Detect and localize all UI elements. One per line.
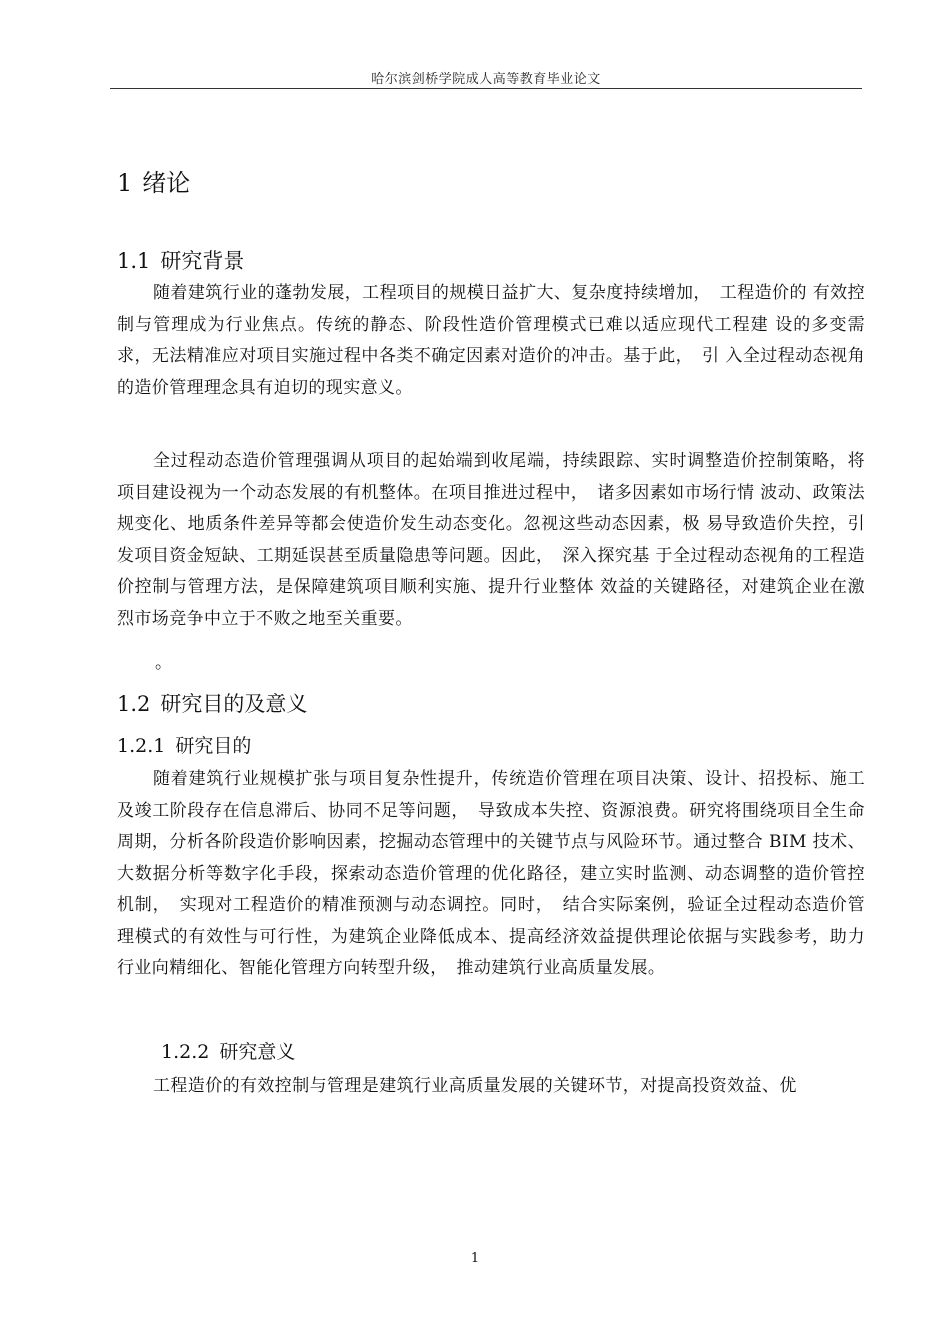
section-1-2-1-number: 1.2.1 bbox=[117, 735, 166, 757]
section-1-2-2-title: 研究意义 bbox=[219, 1041, 296, 1063]
chapter-title: 绪论 bbox=[142, 169, 191, 197]
significance-paragraph: 工程造价的有效控制与管理是建筑行业高质量发展的关键环节，对提高投资效益、优 bbox=[153, 1076, 797, 1096]
section-1-1-number: 1.1 bbox=[117, 249, 151, 273]
section-1-2-2-number: 1.2.2 bbox=[161, 1041, 210, 1063]
section-1-2-heading bbox=[117, 688, 307, 718]
running-header: 哈尔滨剑桥学院成人高等教育毕业论文 bbox=[371, 72, 601, 87]
section-1-1-heading bbox=[117, 245, 244, 275]
chapter-number: 1 bbox=[117, 169, 133, 197]
background-paragraph-2: 全过程动态造价管理强调从项目的起始端到收尾端，持续跟踪、实时调整造价控制策略，将项目建设视为一个动态发展的有机整体。在项目推进过程中， 诸多因素如市场行情 波动、政策法规变化、地质条件差异等都会使造价发生动态变化。忽视这些动态因素，极 易导致造价失控，引发项目资金短缺、工期延误甚至质量隐患等问题。因此， 深入探究基 于全过程动态视角的工程造价控制与管理方法，是保障建筑项目顺利实施、提升行业整体 效益的关键路径，对建筑企业在激烈市场竞争中立于不败之地至关重要。 bbox=[117, 451, 865, 629]
section-1-2-number: 1.2 bbox=[117, 692, 151, 716]
section-1-2-title: 研究目的及意义 bbox=[160, 692, 308, 716]
stray-period: 。 bbox=[155, 653, 172, 673]
background-paragraph-1: 随着建筑行业的蓬勃发展，工程项目的规模日益扩大、复杂度持续增加， 工程造价的 有效控制与管理成为行业焦点。传统的静态、阶段性造价管理模式已难以适应现代工程建 设的多变需求，无法精准应对项目实施过程中各类不确定因素对造价的冲击。基于此， 引 入全过程动态视角的造价管理理念具有迫切的现实意义。 bbox=[117, 283, 865, 398]
header-rule bbox=[110, 88, 862, 89]
chapter-heading bbox=[117, 163, 190, 198]
purpose-paragraph: 随着建筑行业规模扩张与项目复杂性提升，传统造价管理在项目决策、设计、招投标、施工及竣工阶段存在信息滞后、协同不足等问题， 导致成本失控、资源浪费。研究将围绕项目全生命周期，分析各阶段造价影响因素，挖掘动态管理中的关键节点与风险环节。通过整合 BIM 技术、大数据分析等数字化手段，探索动态造价管理的优化路径，建立实时监测、动态调整的造价管控机制， 实现对工程造价的精准预测与动态调控。同时， 结合实际案例，验证全过程动态造价管理模式的有效性与可行性，为建筑企业降低成本、提高经济效益提供理论依据与实践参考，助力行业向精细化、智能化管理方向转型升级， 推动建筑行业高质量发展。 bbox=[117, 769, 865, 978]
section-1-1-title: 研究背景 bbox=[160, 249, 245, 273]
section-1-2-1-title: 研究目的 bbox=[175, 735, 252, 757]
page-number: 1 bbox=[470, 1251, 480, 1266]
section-1-2-2-heading bbox=[161, 1037, 295, 1064]
section-1-2-1-heading bbox=[117, 731, 251, 758]
